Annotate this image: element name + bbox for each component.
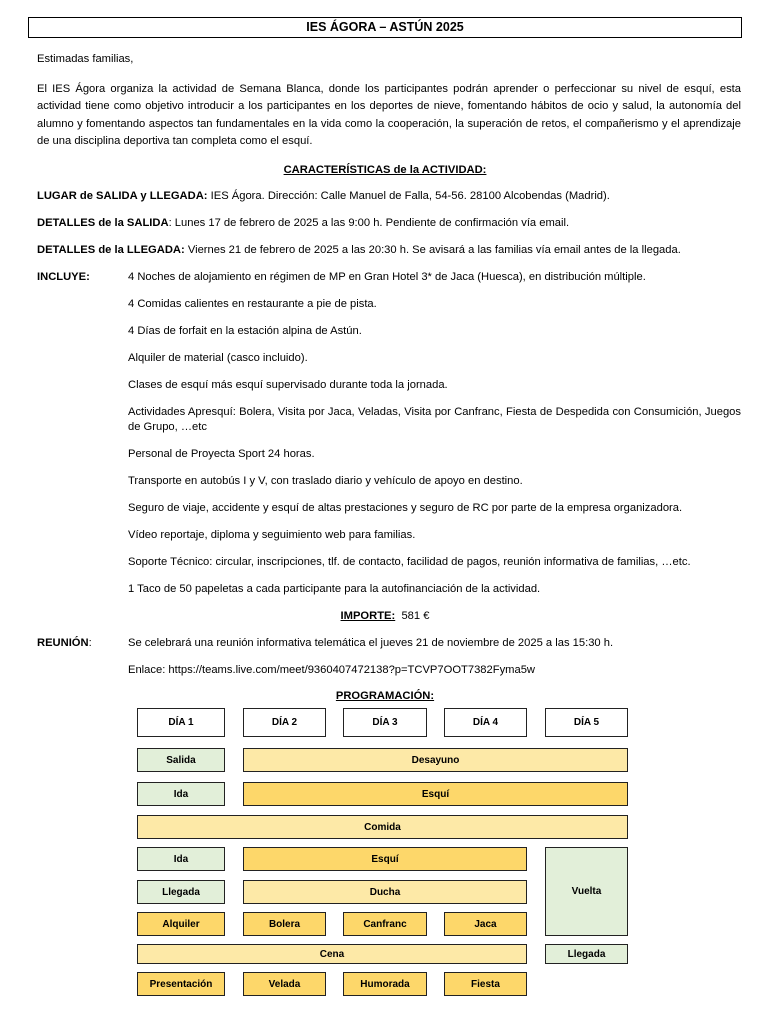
importe-value: 581 €	[401, 610, 430, 622]
incluye-item: 4 Comidas calientes en restaurante a pie de pista.	[128, 298, 377, 310]
intro-paragraph: El IES Ágora organiza la actividad de Semana Blanca, donde los participantes podrán aprender o perfeccionar su nivel de esquí, esta actividad tiene como objetivo introducir a los participantes en los deportes de nieve, fomentando hábitos de ocio y salud, la autonomía del alumno y fomentando aspectos tan fundamentales en la vida como la cooperación, la superación de retos, el compañerismo y el aprendizaje de una disciplina deportiva tan completa como el esquí.	[37, 83, 741, 147]
schedule-cell-llegada: Llegada	[545, 944, 628, 964]
incluye-label: INCLUYE:	[37, 271, 90, 283]
salida-label: DETALLES de la SALIDA	[37, 217, 169, 229]
incluye-item: 4 Noches de alojamiento en régimen de MP en Gran Hotel 3* de Jaca (Huesca), en distribución múltiple.	[128, 271, 646, 283]
schedule-cell-desayuno: Desayuno	[243, 748, 628, 772]
schedule-cell-llegada: Llegada	[137, 880, 225, 904]
schedule-cell-ida: Ida	[137, 782, 225, 806]
reunion-label-wrap	[37, 636, 92, 651]
schedule-cell-salida: Salida	[137, 748, 225, 772]
lugar-line	[37, 189, 741, 204]
incluye-item: Clases de esquí más esquí supervisado durante toda la jornada.	[128, 379, 448, 391]
schedule-cell-fiesta: Fiesta	[444, 972, 527, 996]
reunion-label: REUNIÓN	[37, 637, 89, 649]
incluye-item: 1 Taco de 50 papeletas a cada participante para la autofinanciación de la actividad.	[128, 583, 541, 595]
schedule-cell-velada: Velada	[243, 972, 326, 996]
document-title: IES ÁGORA – ASTÚN 2025	[28, 17, 742, 38]
salida-text: : Lunes 17 de febrero de 2025 a las 9:00 h. Pendiente de confirmación vía email.	[168, 217, 570, 229]
schedule-cell-presentacion: Presentación	[137, 972, 225, 996]
day-header: DÍA 2	[243, 708, 326, 737]
llegada-text: Viernes 21 de febrero de 2025 a las 20:30 h. Se avisará a las familias vía email antes de la llegada.	[184, 244, 681, 256]
llegada-line	[37, 243, 741, 258]
schedule-cell-ida: Ida	[137, 847, 225, 871]
lugar-label: LUGAR de SALIDA y LLEGADA:	[37, 190, 208, 202]
schedule-cell-esqui: Esquí	[243, 847, 527, 871]
incluye-item: Seguro de viaje, accidente y esquí de altas prestaciones y seguro de RC por parte de la empresa organizadora.	[128, 502, 683, 514]
incluye-item: Personal de Proyecta Sport 24 horas.	[128, 448, 315, 460]
schedule-cell-jaca: Jaca	[444, 912, 527, 936]
importe-label: IMPORTE:	[340, 610, 396, 622]
schedule-cell-alquiler: Alquiler	[137, 912, 225, 936]
schedule-cell-esqui: Esquí	[243, 782, 628, 806]
importe-line	[28, 609, 742, 624]
schedule-cell-canfranc: Canfranc	[343, 912, 427, 936]
incluye-item: Soporte Técnico: circular, inscripciones, tlf. de contacto, facilidad de pagos, reunión informativa de familias, …etc.	[128, 556, 691, 568]
incluye-item: Vídeo reportaje, diploma y seguimiento web para familias.	[128, 529, 416, 541]
schedule-cell-ducha: Ducha	[243, 880, 527, 904]
day-header: DÍA 4	[444, 708, 527, 737]
lugar-text: IES Ágora. Dirección: Calle Manuel de Falla, 54-56. 28100 Alcobendas (Madrid).	[207, 190, 610, 202]
reunion-text: Se celebrará una reunión informativa telemática el jueves 21 de noviembre de 2025 a las 15:30 h.	[128, 637, 614, 649]
schedule-cell-comida: Comida	[137, 815, 628, 839]
schedule-cell-cena: Cena	[137, 944, 527, 964]
llegada-label: DETALLES de la LLEGADA:	[37, 244, 185, 256]
day-header: DÍA 3	[343, 708, 427, 737]
incluye-item: Actividades Apresquí: Bolera, Visita por Jaca, Veladas, Visita por Canfranc, Fiesta de Despedida con Consumición, Juegos de Grupo, …etc	[128, 406, 741, 433]
programacion-title: PROGRAMACIÓN:	[335, 690, 435, 702]
incluye-item: Alquiler de material (casco incluido).	[128, 352, 308, 364]
incluye-item: 4 Días de forfait en la estación alpina de Astún.	[128, 325, 362, 337]
characteristics-title: CARACTERÍSTICAS de la ACTIVIDAD:	[283, 164, 487, 176]
schedule-cell-humorada: Humorada	[343, 972, 427, 996]
schedule-cell-bolera: Bolera	[243, 912, 326, 936]
day-header: DÍA 5	[545, 708, 628, 737]
reunion-link[interactable]: Enlace: https://teams.live.com/meet/9360407472138?p=TCVP7OOT7382Fyma5w	[128, 664, 536, 676]
incluye-item: Transporte en autobús I y V, con traslado diario y vehículo de apoyo en destino.	[128, 475, 523, 487]
schedule-cell-vuelta: Vuelta	[545, 847, 628, 936]
reunion-colon: :	[88, 637, 92, 649]
salida-line	[37, 216, 741, 231]
greeting: Estimadas familias,	[37, 53, 134, 65]
day-header: DÍA 1	[137, 708, 225, 737]
